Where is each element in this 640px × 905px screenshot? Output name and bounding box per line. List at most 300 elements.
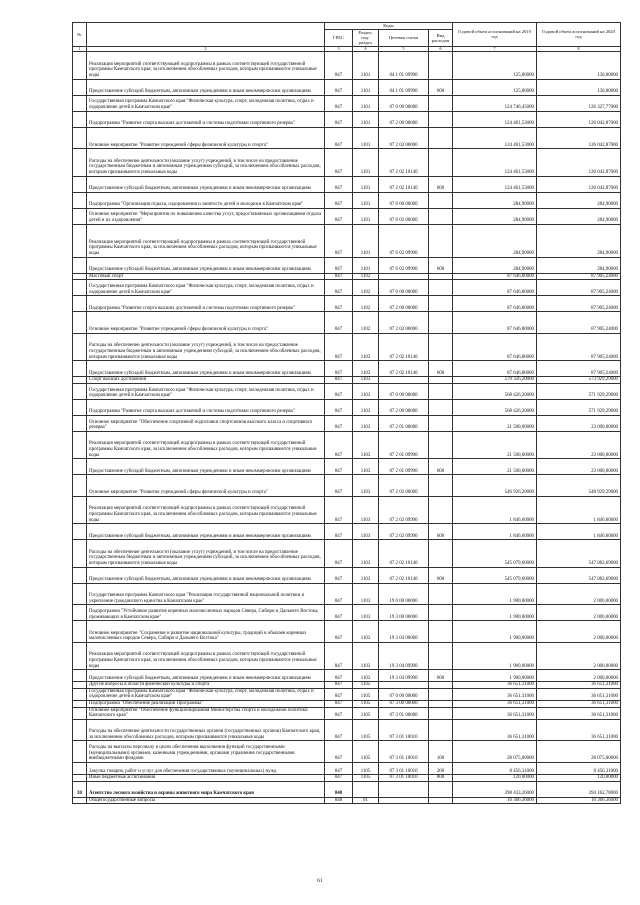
row-number: [73, 149, 87, 176]
table-row: [73, 459, 621, 475]
row-name: Предоставление субсидий бюджетным, автономным учреждениям и иным некоммерческим организациям: [87, 670, 325, 682]
row-razdel: 1105: [353, 682, 379, 689]
row-target-article: 07 2 01 09990: [379, 459, 429, 475]
row-amount-2019: 570 326,20000: [453, 377, 537, 384]
row-expense-type: [429, 642, 453, 669]
row-name: Расходы на обеспечение деятельности государственных органов (государственных органов) Камчатского края, за исключением обособленных расходов, которым присваиваются уникальные коды: [87, 719, 325, 741]
row-razdel: 1103: [353, 415, 379, 431]
row-expense-type: [429, 781, 453, 797]
row-amount-2020: 36 651,31000: [537, 707, 621, 719]
row-name: Расходы на выплаты персоналу в целях обеспечения выполнения функций государственными (муниципальными) органами, казенными учреждениями, органами управления государственными внебюджетными фондами: [87, 741, 325, 763]
row-expense-type: [429, 296, 453, 312]
row-target-article: 07 3 01 10010: [379, 719, 429, 741]
budget-table-sheet: [72, 22, 620, 804]
row-amount-2020: 2 000,00000: [537, 583, 621, 605]
table-row: [73, 496, 621, 523]
row-razdel: 1101: [353, 192, 379, 208]
row-number: [73, 192, 87, 208]
row-name: Основное мероприятие "Обеспечение спортивной подготовки спортсменов высокого класса и спортивного резерва": [87, 415, 325, 431]
row-number: [73, 682, 87, 689]
table-row: [73, 111, 621, 127]
row-number: [73, 496, 87, 523]
row-name: Подпрограмма "Организация отдыха, оздоровления и занятости детей и молодежи в Камчатском крае": [87, 192, 325, 208]
row-target-article: 07 6 00 00000: [379, 192, 429, 208]
row-grbs: 847: [325, 670, 353, 682]
row-name: Спорт высших достижений: [87, 377, 325, 384]
row-razdel: 1105: [353, 707, 379, 719]
row-razdel: 1103: [353, 431, 379, 458]
row-amount-2019: 125,00000: [453, 52, 537, 79]
row-number: [73, 701, 87, 708]
column-index: 5: [379, 46, 429, 52]
row-number: [73, 377, 87, 384]
row-amount-2019: 124 461,53000: [453, 111, 537, 127]
row-amount-2019: 284,90000: [453, 257, 537, 273]
row-amount-2019: 568 426,20000: [453, 399, 537, 415]
table-row: [73, 208, 621, 224]
row-amount-2020: 2 000,00000: [537, 621, 621, 643]
row-grbs: 847: [325, 208, 353, 224]
row-grbs: 847: [325, 459, 353, 475]
row-amount-2019: 124 461,53000: [453, 176, 537, 192]
row-expense-type: [429, 377, 453, 384]
row-expense-type: [429, 496, 453, 523]
row-grbs: 847: [325, 361, 353, 377]
row-razdel: 1102: [353, 280, 379, 296]
row-expense-type: 600: [429, 361, 453, 377]
row-name: Реализация мероприятий соответствующей подпрограммы в рамках соответствующей государственной программы Камчатского края, за исключением обособленных расходов, которым присваиваются уникальные коды: [87, 431, 325, 458]
row-name: Общегосударственные вопросы: [87, 797, 325, 804]
table-row: [73, 621, 621, 643]
row-target-article: 07 2 02 00000: [379, 127, 429, 149]
row-razdel: 1103: [353, 475, 379, 497]
row-amount-2019: 284,90000: [453, 208, 537, 224]
row-number: [73, 312, 87, 334]
table-row: [73, 781, 621, 797]
row-amount-2020: 126 042,87000: [537, 127, 621, 149]
table-row: [73, 383, 621, 399]
row-amount-2020: 8 456,31000: [537, 763, 621, 775]
row-target-article: 07 2 02 10140: [379, 361, 429, 377]
column-index: 4: [353, 46, 379, 52]
row-number: [73, 524, 87, 540]
row-amount-2020: 16 366,36000: [537, 797, 621, 804]
table-row: [73, 475, 621, 497]
row-amount-2020: 87 905,24000: [537, 361, 621, 377]
column-index: 6: [429, 46, 453, 52]
row-name: Расходы на обеспечение деятельности (оказание услуг) учреждений, в том числе на предоставление государственным бюджетным и автономным учреждениям субсидий, за исключением обособленных расходов, которым присваиваются уникальные коды: [87, 149, 325, 176]
row-expense-type: [429, 399, 453, 415]
row-grbs: 847: [325, 192, 353, 208]
row-amount-2020: 284,90000: [537, 224, 621, 257]
row-amount-2020: 130,00000: [537, 52, 621, 79]
column-index: 3: [325, 46, 353, 52]
row-grbs: 847: [325, 642, 353, 669]
table-row: [73, 333, 621, 360]
row-amount-2019: 124 461,53000: [453, 127, 537, 149]
row-amount-2019: 1 846,60000: [453, 496, 537, 523]
row-name: Предоставление субсидий бюджетным, автономным учреждениям и иным некоммерческим организациям: [87, 567, 325, 583]
row-amount-2020: 126 042,87000: [537, 176, 621, 192]
row-name: Предоставление субсидий бюджетным, автономным учреждениям и иным некоммерческим организациям: [87, 361, 325, 377]
row-expense-type: 800: [429, 775, 453, 782]
row-expense-type: [429, 688, 453, 700]
row-razdel: 1102: [353, 273, 379, 280]
row-grbs: 848: [325, 781, 353, 797]
header-codes-group: Коды: [325, 23, 453, 30]
row-amount-2020: 36 651,31000: [537, 688, 621, 700]
row-expense-type: [429, 111, 453, 127]
row-target-article: 07 2 02 10140: [379, 540, 429, 567]
row-grbs: 847: [325, 431, 353, 458]
row-razdel: 1103: [353, 621, 379, 643]
row-name: Основное мероприятие "Мероприятия по повышению качества услуг, предоставляемых организациями отдыха детей и их оздоровления": [87, 208, 325, 224]
row-razdel: 1105: [353, 741, 379, 763]
row-razdel: 1105: [353, 719, 379, 741]
row-name: Закупка товаров, работ и услуг для обеспечения государственных (муниципальных) нужд: [87, 763, 325, 775]
row-razdel: 1101: [353, 208, 379, 224]
row-target-article: [379, 377, 429, 384]
row-number: [73, 688, 87, 700]
row-razdel: [353, 781, 379, 797]
row-razdel: 1103: [353, 377, 379, 384]
row-expense-type: [429, 719, 453, 741]
row-amount-2020: 548 929,29000: [537, 475, 621, 497]
row-amount-2019: 124 746,45000: [453, 95, 537, 111]
row-grbs: 847: [325, 621, 353, 643]
row-razdel: 1102: [353, 296, 379, 312]
row-expense-type: 100: [429, 741, 453, 763]
row-number: [73, 670, 87, 682]
row-amount-2020: 28 075,00000: [537, 741, 621, 763]
row-expense-type: 600: [429, 79, 453, 95]
row-number: [73, 431, 87, 458]
row-amount-2020: 573 929,29000: [537, 377, 621, 384]
row-expense-type: [429, 415, 453, 431]
row-number: 30: [73, 781, 87, 797]
row-number: [73, 176, 87, 192]
row-amount-2020: 87 905,24000: [537, 280, 621, 296]
row-amount-2019: 546 926,20000: [453, 475, 537, 497]
row-grbs: 847: [325, 399, 353, 415]
row-target-article: [379, 781, 429, 797]
row-grbs: 847: [325, 149, 353, 176]
row-expense-type: [429, 682, 453, 689]
row-amount-2019: 36 651,31000: [453, 688, 537, 700]
table-row: [73, 377, 621, 384]
row-target-article: 07 3 00 00000: [379, 701, 429, 708]
row-amount-2019: 125,00000: [453, 79, 537, 95]
row-amount-2020: 87 905,24000: [537, 296, 621, 312]
table-row: [73, 540, 621, 567]
row-name: Основное мероприятие "Обеспечение функционирования Министерства спорта и молодежной политики Камчатского края": [87, 707, 325, 719]
row-name: Другие вопросы в области физической культуры и спорта: [87, 682, 325, 689]
row-grbs: 847: [325, 475, 353, 497]
row-expense-type: [429, 333, 453, 360]
row-grbs: 847: [325, 583, 353, 605]
table-row: [73, 176, 621, 192]
row-name: Основное мероприятие "Развитие учреждений сферы физической культуры и спорта": [87, 127, 325, 149]
row-amount-2019: 1 900,00000: [453, 670, 537, 682]
row-grbs: 847: [325, 176, 353, 192]
row-number: [73, 741, 87, 763]
row-number: [73, 459, 87, 475]
row-amount-2019: 568 426,20000: [453, 383, 537, 399]
table-row: [73, 670, 621, 682]
row-amount-2020: 394 162,78000: [537, 781, 621, 797]
row-amount-2020: 36 651,31000: [537, 701, 621, 708]
row-target-article: 19 3 04 00000: [379, 621, 429, 643]
row-target-article: [379, 682, 429, 689]
row-name: Предоставление субсидий бюджетным, автономным учреждениям и иным некоммерческим организациям: [87, 176, 325, 192]
row-amount-2020: 284,90000: [537, 208, 621, 224]
row-expense-type: [429, 383, 453, 399]
row-razdel: 1103: [353, 459, 379, 475]
row-grbs: 847: [325, 496, 353, 523]
table-row: [73, 52, 621, 79]
row-number: [73, 52, 87, 79]
row-grbs: 847: [325, 111, 353, 127]
row-number: [73, 257, 87, 273]
row-name: Предоставление субсидий бюджетным, автономным учреждениям и иным некоммерческим организациям: [87, 257, 325, 273]
row-grbs: 847: [325, 296, 353, 312]
row-target-article: 19 3 04 09990: [379, 642, 429, 669]
row-target-article: 07 2 02 10140: [379, 149, 429, 176]
budget-table: [72, 22, 621, 804]
row-razdel: 1103: [353, 567, 379, 583]
row-expense-type: [429, 192, 453, 208]
row-razdel: 1102: [353, 361, 379, 377]
header-2019: Годовой объем ассигнований на 2019 год: [453, 23, 537, 47]
row-amount-2019: 16 366,36000: [453, 797, 537, 804]
row-expense-type: 600: [429, 670, 453, 682]
row-amount-2020: 126 042,87000: [537, 111, 621, 127]
row-name: Подпрограмма "Развитие спорта высших достижений и системы подготовки спортивного резерва": [87, 399, 325, 415]
row-target-article: 07 2 02 10140: [379, 176, 429, 192]
table-row: [73, 296, 621, 312]
row-amount-2020: 126 042,87000: [537, 149, 621, 176]
row-amount-2020: 87 905,24000: [537, 273, 621, 280]
row-amount-2020: 547 082,69000: [537, 567, 621, 583]
table-row: [73, 741, 621, 763]
row-name: Подпрограмма "Развитие спорта высших достижений и системы подготовки спортивного резерва": [87, 111, 325, 127]
row-target-article: 07 0 00 00000: [379, 280, 429, 296]
row-target-article: 07 3 01 00000: [379, 707, 429, 719]
row-number: [73, 583, 87, 605]
row-grbs: 847: [325, 605, 353, 621]
row-name: Основное мероприятие "Развитие учреждений сферы физической культуры и спорта": [87, 312, 325, 334]
row-name: Государственная программа Камчатского края "Физическая культура, спорт, молодежная политика, отдых и оздоровление детей в Камчатском крае": [87, 95, 325, 111]
row-amount-2020: 87 905,24000: [537, 312, 621, 334]
row-amount-2020: 571 929,29000: [537, 383, 621, 399]
row-expense-type: [429, 280, 453, 296]
row-razdel: 1101: [353, 95, 379, 111]
row-name: Реализация мероприятий соответствующей подпрограммы в рамках соответствующей государственной программы Камчатского края, за исключением обособленных расходов, которым присваиваются уникальные коды: [87, 642, 325, 669]
row-amount-2019: 87 646,80000: [453, 280, 537, 296]
row-amount-2019: 1 900,00000: [453, 583, 537, 605]
row-target-article: 07 0 00 00000: [379, 688, 429, 700]
row-grbs: 848: [325, 797, 353, 804]
row-razdel: 1105: [353, 763, 379, 775]
column-index: 2: [87, 46, 325, 52]
row-expense-type: 200: [429, 763, 453, 775]
table-row: [73, 688, 621, 700]
row-razdel: 1105: [353, 701, 379, 708]
row-razdel: 1101: [353, 176, 379, 192]
row-expense-type: 600: [429, 176, 453, 192]
row-name: Реализация мероприятий соответствующей подпрограммы в рамках соответствующей государственной программы Камчатского края, за исключением обособленных расходов, которым присваиваются уникальные коды: [87, 496, 325, 523]
row-razdel: 1101: [353, 111, 379, 127]
row-name: Реализация мероприятий соответствующей подпрограммы в рамках соответствующей государственной программы Камчатского края, за исключением обособленных расходов, которым присваиваются уникальные коды: [87, 52, 325, 79]
row-grbs: 847: [325, 763, 353, 775]
row-number: [73, 280, 87, 296]
row-expense-type: [429, 95, 453, 111]
row-expense-type: [429, 605, 453, 621]
row-grbs: 847: [325, 333, 353, 360]
row-razdel: 1103: [353, 583, 379, 605]
row-razdel: 1103: [353, 670, 379, 682]
row-number: [73, 95, 87, 111]
row-grbs: 847: [325, 52, 353, 79]
table-row: [73, 797, 621, 804]
row-grbs: 847: [325, 224, 353, 257]
row-amount-2019: 28 075,00000: [453, 741, 537, 763]
row-razdel: 1105: [353, 688, 379, 700]
row-expense-type: [429, 149, 453, 176]
row-grbs: 847: [325, 95, 353, 111]
table-row: [73, 127, 621, 149]
row-target-article: 07 3 01 10010: [379, 775, 429, 782]
row-target-article: 07 2 02 10140: [379, 333, 429, 360]
row-amount-2019: 36 651,31000: [453, 701, 537, 708]
row-target-article: 04 1 01 09990: [379, 79, 429, 95]
page-number: 61: [317, 878, 323, 884]
row-number: [73, 361, 87, 377]
table-row: [73, 524, 621, 540]
row-amount-2020: 284,90000: [537, 257, 621, 273]
row-grbs: 847: [325, 524, 353, 540]
row-grbs: 847: [325, 377, 353, 384]
row-amount-2019: 545 079,60000: [453, 540, 537, 567]
row-amount-2020: 2 000,00000: [537, 670, 621, 682]
row-expense-type: 600: [429, 257, 453, 273]
table-row: [73, 257, 621, 273]
table-body: [73, 52, 621, 804]
row-amount-2019: 284,90000: [453, 224, 537, 257]
row-razdel: 1103: [353, 605, 379, 621]
row-amount-2019: 124 461,53000: [453, 149, 537, 176]
table-row: [73, 415, 621, 431]
table-row: [73, 431, 621, 458]
row-amount-2019: 21 500,00000: [453, 459, 537, 475]
row-target-article: 07 6 02 00000: [379, 208, 429, 224]
row-grbs: 847: [325, 567, 353, 583]
table-row: [73, 701, 621, 708]
row-number: [73, 707, 87, 719]
row-expense-type: 600: [429, 524, 453, 540]
row-amount-2020: 120,00000: [537, 775, 621, 782]
row-name: Реализация мероприятий соответствующей подпрограммы в рамках соответствующей государственной программы Камчатского края, за исключением обособленных расходов, которым присваиваются уникальные коды: [87, 224, 325, 257]
row-grbs: 847: [325, 79, 353, 95]
row-expense-type: [429, 312, 453, 334]
table-row: [73, 763, 621, 775]
row-target-article: 07 3 01 10010: [379, 763, 429, 775]
row-name: Подпрограмма "Обеспечение реализации Программы": [87, 701, 325, 708]
table-row: [73, 280, 621, 296]
row-razdel: 1103: [353, 383, 379, 399]
column-index: 8: [537, 46, 621, 52]
row-amount-2019: 284,90000: [453, 192, 537, 208]
row-number: [73, 719, 87, 741]
row-grbs: 847: [325, 741, 353, 763]
row-amount-2019: 87 646,80000: [453, 296, 537, 312]
row-expense-type: [429, 583, 453, 605]
row-target-article: 07 2 02 00000: [379, 312, 429, 334]
row-expense-type: 600: [429, 459, 453, 475]
table-row: [73, 682, 621, 689]
row-amount-2020: 1 846,60000: [537, 524, 621, 540]
row-target-article: 19 3 04 09990: [379, 670, 429, 682]
row-razdel: 1102: [353, 312, 379, 334]
row-expense-type: [429, 273, 453, 280]
row-expense-type: [429, 475, 453, 497]
row-target-article: 07 2 00 00000: [379, 399, 429, 415]
row-grbs: 847: [325, 415, 353, 431]
row-number: [73, 540, 87, 567]
row-razdel: 1101: [353, 127, 379, 149]
row-razdel: 01: [353, 797, 379, 804]
row-grbs: 847: [325, 540, 353, 567]
table-row: [73, 775, 621, 782]
row-name: Основное мероприятие "Развитие учреждений сферы физической культуры и спорта": [87, 475, 325, 497]
row-amount-2020: 130,00000: [537, 79, 621, 95]
header-target-article: Целевая статья: [379, 30, 429, 47]
row-razdel: 1101: [353, 149, 379, 176]
row-amount-2020: 36 651,31000: [537, 682, 621, 689]
row-razdel: 1101: [353, 79, 379, 95]
row-target-article: 19 3 00 00000: [379, 605, 429, 621]
header-razdel: Раздел, под-раздел: [353, 30, 379, 47]
row-razdel: 1105: [353, 775, 379, 782]
row-target-article: [379, 273, 429, 280]
header-expense-type: Вид расходов: [429, 30, 453, 47]
table-header: [73, 23, 621, 52]
row-amount-2020: 284,90000: [537, 192, 621, 208]
row-target-article: 07 2 02 00000: [379, 475, 429, 497]
row-amount-2020: 23 000,00000: [537, 431, 621, 458]
row-name: Иные бюджетные ассигнования: [87, 775, 325, 782]
row-name: Подпрограмма "Устойчивое развитие коренных малочисленных народов Севера, Сибири и Дальнего Востока, проживающих в Камчатском крае": [87, 605, 325, 621]
header-2020: Годовой объем ассигнований на 2020 год: [537, 23, 621, 47]
row-amount-2019: 1 900,00000: [453, 621, 537, 643]
row-grbs: 847: [325, 257, 353, 273]
row-grbs: 847: [325, 312, 353, 334]
row-name: Агентство лесного хозяйства и охраны животного мира Камчатского края: [87, 781, 325, 797]
row-grbs: 847: [325, 127, 353, 149]
row-expense-type: [429, 540, 453, 567]
row-amount-2019: 36 651,31000: [453, 719, 537, 741]
row-expense-type: [429, 701, 453, 708]
row-number: [73, 79, 87, 95]
row-razdel: 1103: [353, 524, 379, 540]
table-row: [73, 605, 621, 621]
row-amount-2019: 398 433,26000: [453, 781, 537, 797]
table-row: [73, 719, 621, 741]
row-amount-2020: 87 905,24000: [537, 333, 621, 360]
row-amount-2020: 2 000,00000: [537, 605, 621, 621]
row-number: [73, 333, 87, 360]
row-name: Основное мероприятие "Сохранение и развитие национальной культуры, традиций и обычаев коренных малочисленных народов Севера, Сибири и Дальнего Востока": [87, 621, 325, 643]
